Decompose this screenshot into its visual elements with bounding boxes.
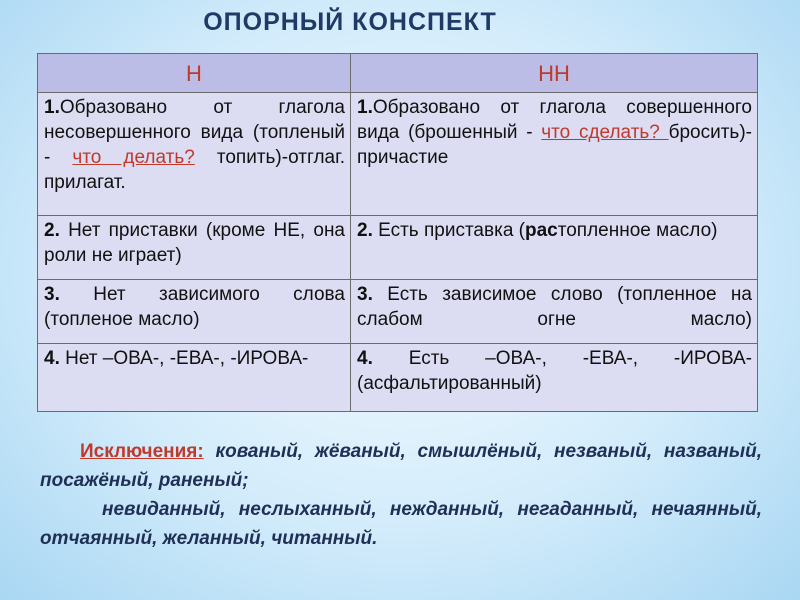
rule-text: бросить)- причастие	[357, 122, 752, 168]
exceptions-line-1: кованый, жёваный, смышлёный, незваный, названый, посажёный, раненый;	[40, 441, 762, 491]
question-what-to-do: что делать?	[72, 147, 195, 168]
rule-text: Нет зависимого слова (топленое масло)	[44, 284, 345, 330]
rule-number: 1.	[357, 97, 373, 118]
comparison-table	[37, 53, 758, 412]
question-what-to-do-perfective: что сделать?	[541, 122, 669, 143]
header-nn: НН	[351, 54, 758, 93]
rule-number: 2.	[44, 220, 60, 241]
exceptions-note	[40, 437, 762, 553]
rule-number: 3.	[357, 284, 373, 305]
rule-text: Есть зависимое слово (топленное на слабом огне масло)	[357, 284, 752, 330]
cell-n-rule-1	[38, 93, 351, 216]
rule-number: 4.	[44, 348, 60, 369]
table-header-row	[38, 54, 758, 93]
exceptions-line-2: невиданный, неслыханный, нежданный, негаданный, нечаянный, отчаянный, желанный, читанный.	[40, 499, 762, 549]
rule-text: Образовано от глагола несовершенного вида (топленый -	[44, 97, 345, 168]
rule-text: Нет –ОВА-, -ЕВА-, -ИРОВА-	[59, 348, 309, 369]
cell-nn-rule-3	[351, 280, 758, 344]
table-row	[38, 216, 758, 280]
cell-n-rule-3	[38, 280, 351, 344]
cell-n-rule-4	[38, 344, 351, 412]
rule-number: 1.	[44, 97, 60, 118]
table-row	[38, 344, 758, 412]
rule-text: Образовано от глагола совершенного вида (брошенный -	[357, 97, 752, 143]
table-row	[38, 93, 758, 216]
rule-number: 2.	[357, 220, 373, 241]
cell-nn-rule-4	[351, 344, 758, 412]
rule-text: топить)-отглаг. прилагат.	[44, 147, 345, 193]
rule-text: Нет приставки (кроме НЕ, она роли не играет)	[44, 220, 345, 266]
rule-number: 4.	[357, 348, 373, 369]
prefix-highlight: рас	[525, 220, 558, 241]
table-row	[38, 280, 758, 344]
rule-text: Есть приставка (	[372, 220, 525, 241]
cell-nn-rule-1	[351, 93, 758, 216]
rule-number: 3.	[44, 284, 60, 305]
page-title: ОПОРНЫЙ КОНСПЕКТ	[203, 8, 497, 36]
exceptions-label: Исключения:	[80, 441, 204, 462]
rule-text: топленное масло)	[557, 220, 718, 241]
rule-text: Есть –ОВА-, -ЕВА-, -ИРОВА- (асфальтированный)	[357, 348, 752, 394]
cell-nn-rule-2	[351, 216, 758, 280]
header-n: Н	[38, 54, 351, 93]
cell-n-rule-2	[38, 216, 351, 280]
